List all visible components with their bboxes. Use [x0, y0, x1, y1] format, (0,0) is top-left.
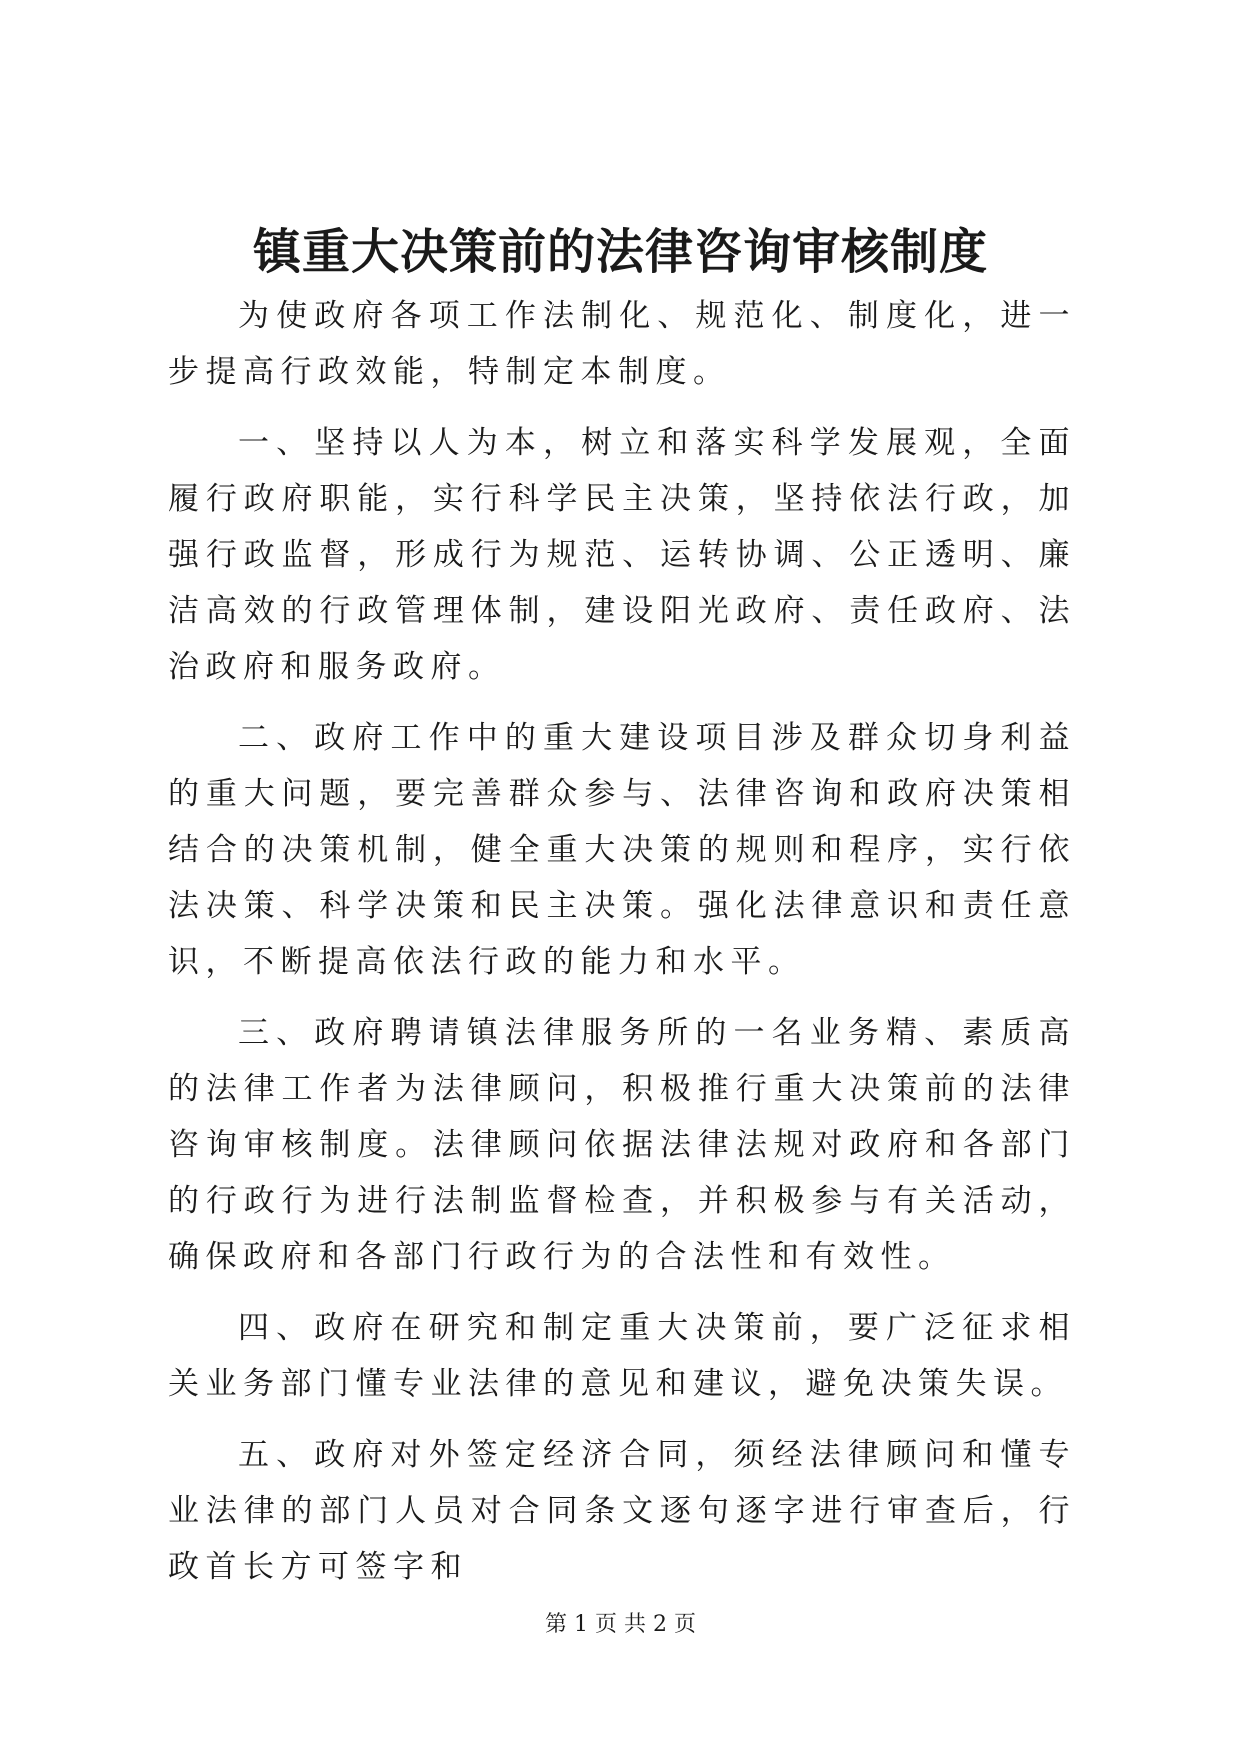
paragraph-intro: 为使政府各项工作法制化、规范化、制度化，进一步提高行政效能，特制定本制度。: [168, 298, 1076, 390]
paragraph-item-5: 五、政府对外签定经济合同，须经法律顾问和懂专业法律的部门人员对合同条文逐句逐字进行审查后，行政首长方可签字和: [168, 1437, 1076, 1585]
paragraph-item-4: 四、政府在研究和制定重大决策前，要广泛征求相关业务部门懂专业法律的意见和建议，避免决策失误。: [168, 1310, 1076, 1402]
page-number-footer: 第 1 页 共 2 页: [545, 1612, 696, 1637]
paragraph-item-2: 二、政府工作中的重大建设项目涉及群众切身利益的重大问题，要完善群众参与、法律咨询和政府决策相结合的决策机制，健全重大决策的规则和程序，实行依法决策、科学决策和民主决策。强化法律意识和责任意识，不断提高依法行政的能力和水平。: [168, 720, 1076, 980]
document-title: 镇重大决策前的法律咨询审核制度: [252, 224, 988, 280]
document-body: [168, 288, 1076, 1610]
paragraph-item-3: 三、政府聘请镇法律服务所的一名业务精、素质高的法律工作者为法律顾问，积极推行重大决策前的法律咨询审核制度。法律顾问依据法律法规对政府和各部门的行政行为进行法制监督检查，并积极参与有关活动，确保政府和各部门行政行为的合法性和有效性。: [168, 1015, 1076, 1275]
paragraph-item-1: 一、坚持以人为本，树立和落实科学发展观，全面履行政府职能，实行科学民主决策，坚持依法行政，加强行政监督，形成行为规范、运转协调、公正透明、廉洁高效的行政管理体制，建设阳光政府、责任政府、法治政府和服务政府。: [168, 425, 1076, 685]
